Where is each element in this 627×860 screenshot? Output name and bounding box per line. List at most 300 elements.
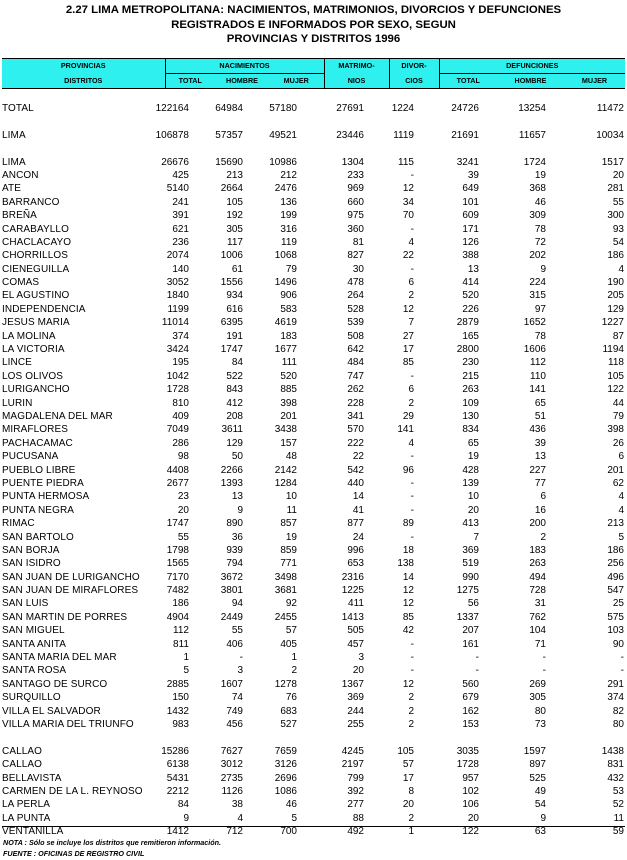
table-row	[2, 316, 625, 329]
row-value: 12	[402, 678, 414, 690]
row-value: 49521	[269, 129, 297, 141]
row-value: 6	[408, 277, 414, 289]
row-value: 3126	[274, 759, 297, 771]
row-value: 65	[467, 437, 479, 449]
row-value: 15690	[215, 156, 243, 168]
row-value: 642	[347, 344, 364, 356]
row-value: 762	[529, 611, 546, 623]
row-value: 3052	[166, 277, 189, 289]
row-value: 1432	[166, 705, 189, 717]
row-value: 406	[226, 638, 243, 650]
row-district-name: SAN BARTOLO	[2, 531, 74, 543]
row-value: 36	[231, 531, 243, 543]
row-value: 4245	[341, 745, 364, 757]
row-value: 10	[467, 491, 479, 503]
row-value: 244	[347, 705, 364, 717]
row-value: 478	[347, 277, 364, 289]
row-value: 78	[534, 223, 546, 235]
row-value: 316	[280, 223, 297, 235]
table-row	[2, 249, 625, 262]
row-value: 2266	[220, 464, 243, 476]
row-value: 30	[352, 263, 364, 275]
row-value: 996	[347, 544, 364, 556]
row-value: 1126	[221, 785, 243, 797]
row-district-name: PUCUSANA	[2, 451, 59, 463]
header-distritos: DISTRITOS	[64, 75, 103, 85]
row-value: 183	[529, 544, 546, 556]
row-value: 1728	[166, 384, 189, 396]
row-value: -	[410, 665, 414, 677]
row-value: 17	[402, 344, 414, 356]
row-value: 843	[226, 384, 243, 396]
row-value: 360	[347, 223, 364, 235]
row-value: 10034	[596, 129, 624, 141]
row-value: 79	[285, 263, 297, 275]
row-district-name: MIRAFLORES	[2, 424, 69, 436]
row-district-name: PUNTA HERMOSA	[2, 491, 90, 503]
row-value: 141	[397, 424, 414, 436]
row-value: 496	[607, 571, 624, 583]
row-value: 49	[534, 785, 546, 797]
row-value: 2316	[341, 571, 364, 583]
row-value: 653	[347, 558, 364, 570]
row-value: 309	[529, 210, 546, 222]
row-value: 3035	[456, 745, 479, 757]
row-value: 186	[607, 544, 624, 556]
table-row	[2, 383, 625, 396]
table-row	[2, 798, 625, 811]
row-value: 374	[607, 692, 624, 704]
row-value: 105	[397, 745, 414, 757]
table-row	[2, 356, 625, 369]
row-value: 1224	[391, 103, 414, 114]
row-value: 213	[226, 169, 243, 181]
row-value: 3498	[274, 571, 297, 583]
row-value: 1728	[456, 759, 479, 771]
row-value: 3424	[166, 344, 189, 356]
row-value: 1798	[166, 544, 189, 556]
row-value: 1194	[602, 344, 624, 356]
row-value: 494	[529, 571, 546, 583]
row-value: 51	[534, 410, 546, 422]
table-row	[2, 289, 625, 302]
row-value: 4	[408, 236, 414, 248]
row-value: 84	[177, 799, 189, 811]
table-row	[2, 584, 625, 597]
table-row	[2, 223, 625, 236]
row-value: 85	[402, 611, 414, 623]
row-value: 263	[462, 384, 479, 396]
row-value: -	[620, 665, 624, 677]
row-value: 97	[534, 303, 546, 315]
row-value: 2455	[274, 611, 297, 623]
row-value: 411	[348, 598, 364, 610]
table-bottom-rule	[2, 826, 625, 827]
row-value: -	[410, 169, 414, 181]
header-nac-total: TOTAL	[165, 74, 215, 89]
row-value: 859	[280, 544, 297, 556]
row-value: 102	[462, 785, 479, 797]
row-value: 12	[402, 303, 414, 315]
row-value: 119	[281, 236, 297, 248]
row-value: 428	[462, 464, 479, 476]
row-value: 810	[172, 397, 189, 409]
row-value: 2197	[341, 759, 364, 771]
table-row	[2, 557, 625, 570]
row-district-name: PUNTA NEGRA	[2, 504, 75, 516]
row-value: 368	[529, 183, 546, 195]
row-value: 749	[226, 705, 243, 717]
row-value: 1607	[220, 678, 243, 690]
row-value: 575	[607, 611, 624, 623]
row-district-name: LIMA	[2, 156, 26, 168]
row-value: 939	[226, 544, 243, 556]
row-value: 2800	[456, 344, 479, 356]
row-value: 1304	[341, 156, 364, 168]
row-value: 31	[534, 598, 546, 610]
row-value: 7	[473, 531, 479, 543]
row-value: 192	[226, 210, 243, 222]
row-district-name: CALLAO	[2, 759, 43, 771]
row-district-name: COMAS	[2, 277, 40, 289]
row-value: 794	[226, 558, 243, 570]
row-value: 141	[529, 384, 546, 396]
row-value: 649	[462, 183, 479, 195]
row-value: 23	[177, 491, 189, 503]
row-value: 484	[347, 357, 364, 369]
row-value: 81	[352, 236, 364, 248]
row-value: 157	[280, 437, 297, 449]
row-value: 12	[402, 585, 414, 597]
row-value: 2	[408, 290, 414, 302]
row-value: 388	[462, 250, 479, 262]
row-value: 2885	[166, 678, 189, 690]
row-value: 414	[462, 277, 479, 289]
row-value: 93	[612, 223, 624, 235]
row-district-name: LA PERLA	[2, 799, 51, 811]
row-value: 1086	[274, 785, 297, 797]
row-value: 27691	[336, 103, 364, 114]
row-value: 305	[226, 223, 243, 235]
row-value: 305	[529, 692, 546, 704]
row-value: 59	[612, 826, 624, 838]
row-value: 679	[462, 692, 479, 704]
row-value: 104	[529, 625, 546, 637]
row-value: 74	[231, 692, 243, 704]
table-row	[2, 276, 625, 289]
report-title	[0, 3, 627, 47]
table-row	[2, 450, 625, 463]
row-district-name: BELLAVISTA	[2, 772, 62, 784]
row-value: 241	[172, 196, 189, 208]
row-value: 26	[612, 437, 624, 449]
row-value: 4	[618, 504, 624, 516]
table-body	[2, 102, 625, 838]
row-value: 10986	[269, 156, 297, 168]
row-value: 1042	[166, 370, 189, 382]
row-value: 9	[237, 504, 243, 516]
header-def-total: TOTAL	[439, 74, 497, 89]
row-value: 195	[172, 357, 189, 369]
row-value: 2142	[274, 464, 297, 476]
row-value: 2074	[166, 250, 189, 262]
row-value: 38	[231, 799, 243, 811]
row-value: 24726	[451, 103, 479, 114]
row-value: 771	[280, 558, 297, 570]
row-value: 3012	[220, 759, 243, 771]
row-value: 19	[467, 451, 479, 463]
row-value: 165	[462, 330, 479, 342]
row-value: 1367	[341, 678, 364, 690]
table-row	[2, 156, 625, 169]
row-value: 5	[618, 531, 624, 543]
row-value: 61	[231, 263, 243, 275]
row-value: 255	[347, 718, 364, 730]
row-value: 199	[280, 210, 297, 222]
row-value: -	[410, 263, 414, 275]
row-value: 3	[237, 665, 243, 677]
row-value: 547	[607, 585, 624, 597]
row-value: 2	[408, 718, 414, 730]
row-value: 34	[402, 196, 414, 208]
row-value: 13	[231, 491, 243, 503]
row-value: 6395	[220, 317, 243, 329]
row-value: 15286	[161, 745, 189, 757]
row-value: 747	[347, 370, 364, 382]
table-row	[2, 544, 625, 557]
table-row	[2, 825, 625, 838]
row-value: 109	[462, 397, 479, 409]
row-value: 3241	[456, 156, 479, 168]
row-value: 5431	[166, 772, 189, 784]
row-value: 7627	[220, 745, 243, 757]
row-value: 233	[347, 169, 364, 181]
row-value: 57	[402, 759, 414, 771]
row-value: 57	[285, 625, 297, 637]
row-value: 2879	[456, 317, 479, 329]
row-district-name: INDEPENDENCIA	[2, 303, 86, 315]
row-value: 162	[462, 705, 479, 717]
table-row	[2, 437, 625, 450]
row-value: 57357	[215, 129, 243, 141]
row-value: 374	[172, 330, 189, 342]
header-def-hombre: HOMBRE	[514, 76, 547, 85]
row-district-name: SAN BORJA	[2, 544, 60, 556]
title-line-3: PROVINCIAS Y DISTRITOS 1996	[226, 33, 401, 45]
row-district-name: SAN MARTIN DE PORRES	[2, 611, 128, 623]
row-value: 84	[231, 357, 243, 369]
row-value: 7049	[166, 424, 189, 436]
row-district-name: VILLA MARIA DEL TRIUNFO	[2, 718, 134, 730]
header-divor: DIVOR-	[389, 59, 439, 74]
row-district-name: RIMAC	[2, 518, 35, 530]
row-value: 39	[467, 169, 479, 181]
table-row	[2, 691, 625, 704]
header-nac-mujer: MUJER	[283, 76, 309, 85]
row-value: 1556	[220, 277, 243, 289]
row-value: 2735	[220, 772, 243, 784]
row-value: 4	[237, 812, 243, 824]
row-district-name: LURIGANCHO	[2, 384, 70, 396]
row-value: 957	[462, 772, 479, 784]
table-row	[2, 102, 625, 115]
table-row	[2, 196, 625, 209]
row-value: 5	[183, 665, 189, 677]
row-value: 112	[530, 357, 546, 369]
row-value: 811	[173, 638, 189, 650]
row-value: 262	[347, 384, 364, 396]
row-value: 542	[347, 464, 364, 476]
row-district-name: EL AGUSTINO	[2, 290, 70, 302]
row-value: 6	[618, 451, 624, 463]
row-value: 975	[347, 210, 364, 222]
row-value: 224	[529, 277, 546, 289]
row-value: 22	[352, 451, 364, 463]
row-value: 11472	[596, 103, 624, 114]
row-value: 79	[612, 410, 624, 422]
row-district-name: PUEBLO LIBRE	[2, 464, 76, 476]
row-value: -	[410, 638, 414, 650]
table-row	[2, 517, 625, 530]
row-district-name: LINCE	[2, 357, 32, 369]
row-value: 161	[462, 638, 479, 650]
row-value: 98	[177, 451, 189, 463]
row-value: 55	[612, 196, 624, 208]
row-value: 525	[529, 772, 546, 784]
row-district-name: VILLA EL SALVADOR	[2, 705, 101, 717]
row-value: 1278	[274, 678, 297, 690]
row-district-name: LIMA	[2, 129, 26, 141]
header-defunciones: DEFUNCIONES	[439, 59, 625, 74]
row-district-name: SAN ISIDRO	[2, 558, 61, 570]
row-value: 92	[285, 598, 297, 610]
row-value: 46	[534, 196, 546, 208]
table-row	[2, 182, 625, 195]
row-value: 53	[612, 785, 624, 797]
table-row	[2, 129, 625, 142]
footnote-nota: NOTA : Sólo se incluye los distritos que remitieron información.	[3, 838, 222, 847]
row-value: 72	[534, 236, 546, 248]
row-value: 208	[226, 410, 243, 422]
row-value: 2677	[166, 477, 189, 489]
row-value: 171	[462, 223, 479, 235]
row-value: 1393	[220, 477, 243, 489]
row-value: 88	[352, 812, 364, 824]
row-value: 85	[402, 357, 414, 369]
row-value: 106	[462, 799, 479, 811]
row-value: 13254	[518, 103, 546, 114]
row-value: 315	[529, 290, 546, 302]
row-value: 228	[347, 397, 364, 409]
row-value: 398	[280, 397, 297, 409]
row-value: 96	[402, 464, 414, 476]
row-value: 82	[612, 705, 624, 717]
row-value: 12	[402, 598, 414, 610]
row-value: 9	[183, 812, 189, 824]
row-value: 4619	[274, 317, 297, 329]
row-value: 129	[607, 303, 624, 315]
row-value: 369	[462, 544, 479, 556]
row-value: 1677	[274, 344, 297, 356]
row-value: 1438	[601, 745, 624, 757]
row-value: 90	[612, 638, 624, 650]
row-value: 827	[347, 250, 364, 262]
row-value: 7659	[274, 745, 297, 757]
row-value: 3672	[220, 571, 243, 583]
row-value: 105	[607, 370, 624, 382]
row-value: 71	[534, 638, 546, 650]
table-row	[2, 303, 625, 316]
row-value: 7	[408, 317, 414, 329]
row-value: 136	[280, 196, 297, 208]
row-value: 409	[172, 410, 189, 422]
row-spacer	[2, 142, 625, 155]
row-value: 277	[347, 799, 364, 811]
row-value: 21691	[451, 129, 479, 141]
table-row	[2, 664, 625, 677]
row-value: 226	[462, 303, 479, 315]
row-value: 9	[540, 263, 546, 275]
row-district-name: LA PUNTA	[2, 812, 51, 824]
row-value: 4	[618, 263, 624, 275]
row-value: 222	[347, 437, 364, 449]
row-value: 456	[226, 718, 243, 730]
row-value: 492	[347, 826, 364, 838]
row-value: 3801	[220, 585, 243, 597]
row-value: 2	[540, 531, 546, 543]
row-value: 1337	[456, 611, 479, 623]
row-value: 520	[280, 370, 297, 382]
row-value: 2664	[220, 183, 243, 195]
row-value: 215	[462, 370, 479, 382]
row-value: 264	[347, 290, 364, 302]
row-value: 281	[607, 183, 624, 195]
row-value: 24	[352, 531, 364, 543]
row-value: 857	[280, 518, 297, 530]
row-value: 54	[612, 236, 624, 248]
row-value: 46	[285, 799, 297, 811]
row-district-name: LOS OLIVOS	[2, 370, 64, 382]
row-value: 11	[286, 504, 297, 516]
row-value: 25	[612, 598, 624, 610]
row-value: 105	[226, 196, 243, 208]
table-row	[2, 504, 625, 517]
row-value: 2476	[274, 183, 297, 195]
row-value: 405	[280, 638, 297, 650]
row-value: 207	[462, 625, 479, 637]
row-value: -	[410, 531, 414, 543]
row-value: 115	[398, 156, 414, 168]
row-value: 54	[534, 799, 546, 811]
row-value: 6138	[166, 759, 189, 771]
row-value: 130	[462, 410, 479, 422]
table-row	[2, 758, 625, 771]
row-value: 200	[529, 518, 546, 530]
row-district-name: CHORRILLOS	[2, 250, 69, 262]
row-value: -	[410, 504, 414, 516]
table-row	[2, 330, 625, 343]
row-value: 73	[534, 718, 546, 730]
title-line-1: 2.27 LIMA METROPOLITANA: NACIMIENTOS, MATRIMONIOS, DIVORCIOS Y DEFUNCIONES	[65, 4, 562, 16]
row-value: 885	[280, 384, 297, 396]
row-value: 712	[226, 826, 243, 838]
footnote-fuente: FUENTE : OFICINAS DE REGISTRO CIVIL	[3, 849, 145, 858]
row-value: 457	[347, 638, 364, 650]
row-value: 1517	[601, 156, 624, 168]
row-value: 55	[177, 531, 189, 543]
row-value: 412	[226, 397, 243, 409]
row-district-name: SAN LUIS	[2, 598, 49, 610]
